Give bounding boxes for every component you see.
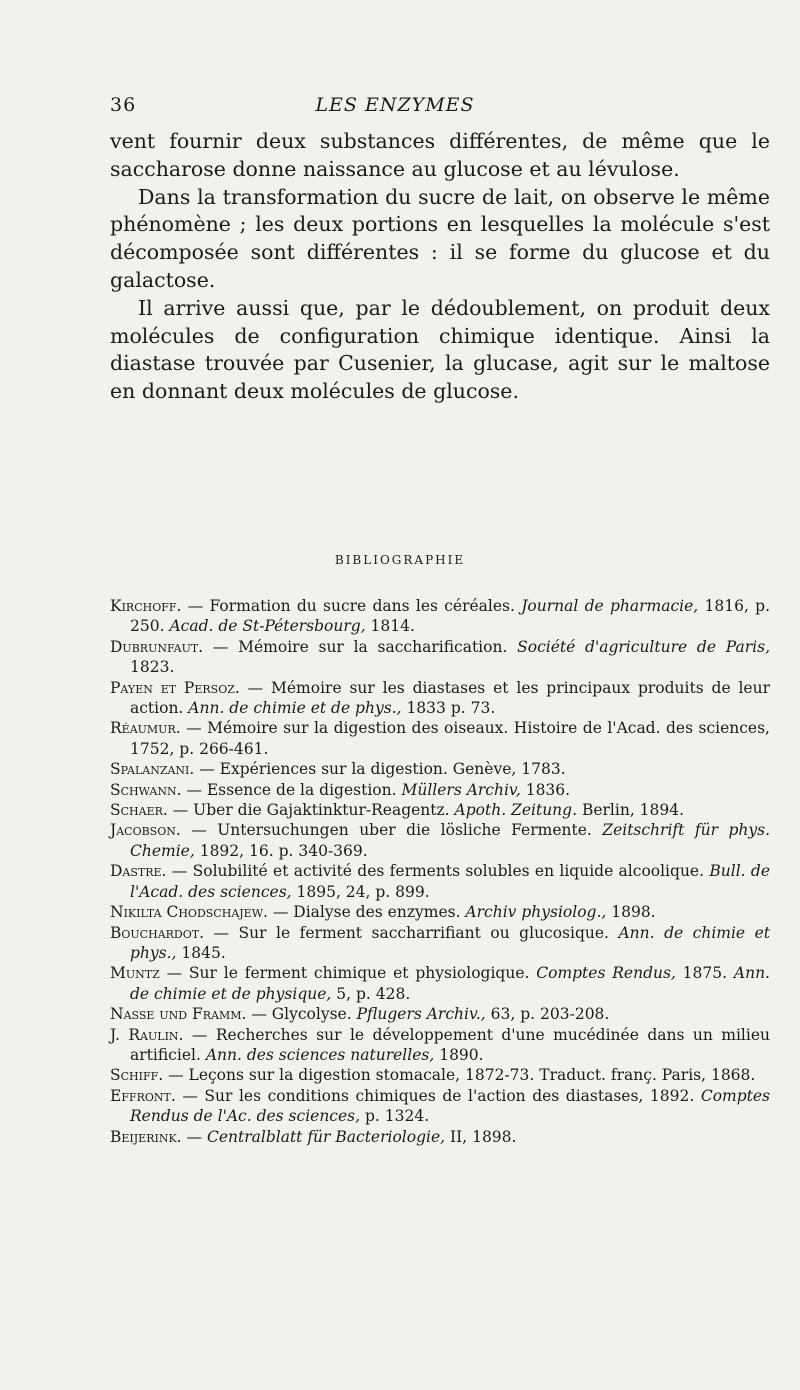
- entry-author: Schiff.: [110, 1066, 164, 1085]
- entry-details: 1875.: [675, 964, 734, 983]
- entry-source: Apoth. Zeitung.: [454, 801, 578, 820]
- entry-author: Nikilta Chodschajew.: [110, 903, 268, 922]
- entry-source: Bull. de l'Acad. des sciences,: [130, 862, 770, 901]
- entry-author: Spalanzani.: [110, 760, 195, 779]
- bibliography-entry: [110, 1065, 770, 1085]
- bibliography-entry: [110, 596, 770, 637]
- entry-text: — Mémoire sur la saccharification.: [203, 637, 518, 656]
- entry-author: Effront.: [110, 1086, 176, 1105]
- bibliography-entry: [110, 820, 770, 861]
- bibliography-entry: [110, 637, 770, 678]
- entry-source: Ann. de chimie et de physique,: [130, 964, 770, 1003]
- entry-author: Kirchoff.: [110, 597, 182, 615]
- entry-details: 1816, p. 250.: [130, 597, 770, 636]
- entry-text: — Sur les conditions chimiques de l'action des diastases, 1892.: [175, 1086, 701, 1105]
- entry-source: Comptes Rendus de l'Ac. des sciences,: [130, 1086, 770, 1126]
- entry-author: Réaumur.: [110, 719, 181, 738]
- entry-source: Müllers Archiv,: [401, 780, 521, 799]
- entry-text: — Formation du sucre dans les céréales.: [181, 597, 522, 615]
- paragraph: vent fournir deux substances différentes, de même que le saccharose donne naissance au glucose et au lévulose.: [110, 129, 770, 181]
- bibliography-entry: [110, 1025, 770, 1066]
- entry-details: 1833 p. 73.: [401, 699, 496, 718]
- entry-author: Bouchardot.: [110, 923, 205, 942]
- bibliography-entry: [110, 759, 770, 779]
- entry-text: — Dialyse des enzymes.: [267, 903, 466, 922]
- entry-details: 1814.: [365, 617, 415, 636]
- bibliography-entry: [110, 780, 770, 800]
- entry-text: — Sur le ferment saccharrifiant ou glucosique.: [204, 923, 619, 942]
- entry-source: Société d'agriculture de Paris,: [517, 637, 771, 656]
- body-text: [110, 128, 770, 406]
- entry-author: Dubrunfaut.: [110, 637, 204, 656]
- entry-source: Journal de pharmacie,: [521, 597, 699, 615]
- entry-text: — Leçons sur la digestion stomacale, 1872-73. Traduct. franç. Paris, 1868.: [163, 1066, 756, 1085]
- entry-author: Schwann.: [110, 780, 182, 799]
- entry-details: 1836.: [520, 780, 571, 799]
- entry-details: 1823.: [130, 658, 175, 677]
- bibliography-entry: [110, 1086, 770, 1127]
- entry-details: 63, p. 203-208.: [485, 1005, 610, 1024]
- entry-author: Muntz: [110, 964, 160, 983]
- running-title: LES ENZYMES: [315, 94, 475, 116]
- bibliography-entry: [110, 678, 770, 719]
- bibliography-entry: [110, 923, 770, 964]
- entry-author: Schaer.: [110, 801, 168, 820]
- entry-text: — Expériences sur la digestion. Genève, 1783.: [194, 760, 566, 779]
- entry-source: Pflugers Archiv.,: [356, 1005, 486, 1024]
- entry-text: — Uber die Gajaktinktur-Reagentz.: [167, 801, 455, 820]
- entry-details: II, 1898.: [445, 1127, 517, 1146]
- entry-text: — Mémoire sur la digestion des oiseaux. Histoire de l'Acad. des sciences, 1752, p. 266-461.: [130, 719, 770, 758]
- entry-details: Berlin, 1894.: [577, 801, 685, 820]
- bibliography-entry: [110, 963, 770, 1004]
- bibliography-entry: [110, 1127, 770, 1147]
- entry-details: 1892, 16. p. 340-369.: [194, 841, 368, 860]
- entry-author: Nasse und Framm.: [110, 1005, 247, 1024]
- entry-source: Ann. de chimie et phys.,: [130, 923, 771, 962]
- entry-author: Jacobson.: [110, 821, 181, 840]
- entry-details: 1895, 24, p. 899.: [291, 882, 430, 901]
- entry-text: —: [181, 1127, 207, 1146]
- entry-author: Payen et Persoz.: [110, 678, 240, 697]
- bibliography-entry: [110, 718, 770, 759]
- page-header: [110, 94, 680, 122]
- bibliography-entry: [110, 902, 770, 922]
- entry-text: — Mémoire sur les diastases et les principaux produits de leur action.: [130, 678, 770, 718]
- entry-text: — Sur le ferment chimique et physiologique.: [159, 964, 537, 983]
- paragraph: Il arrive aussi que, par le dédoublement, on produit deux molécules de configuration chimique identique. Ainsi la diastase trouvée par Cusenier, la glucase, agit sur le maltose en donnant deux molécules de glucose.: [110, 295, 770, 404]
- entry-text: — Recherches sur le développement d'une mucédinée dans un milieu artificiel.: [130, 1025, 770, 1064]
- bibliography-entry: [110, 861, 770, 902]
- bibliography-entry: [110, 1004, 770, 1024]
- page-number: 36: [110, 94, 137, 116]
- entry-source: Centralblatt für Bacteriologie,: [206, 1127, 446, 1146]
- bibliography-title: BIBLIOGRAPHIE: [334, 553, 466, 567]
- entry-author: J. Raulin.: [110, 1025, 184, 1044]
- entry-details: 5, p. 428.: [331, 984, 411, 1003]
- entry-source: Acad. de St-Pétersbourg,: [169, 617, 366, 636]
- entry-author: Dastre.: [110, 862, 167, 881]
- entry-text: — Essence de la digestion.: [181, 780, 402, 799]
- entry-source: Ann. des sciences naturelles,: [205, 1045, 435, 1064]
- entry-details: p. 1324.: [360, 1107, 430, 1126]
- entry-details: 1845.: [176, 943, 226, 962]
- entry-details: 1898.: [606, 903, 656, 922]
- entry-text: — Untersuchungen uber die lösliche Fermente.: [180, 821, 603, 840]
- entry-source: Zeitschrift für phys. Chemie,: [130, 821, 770, 860]
- entry-source: Ann. de chimie et de phys.,: [188, 699, 402, 718]
- entry-author: Beijerink.: [110, 1127, 182, 1146]
- entry-text: — Solubilité et activité des ferments solubles en liquide alcoolique.: [166, 862, 710, 881]
- entry-source: Comptes Rendus,: [536, 964, 676, 983]
- entry-text: — Glycolyse.: [246, 1005, 357, 1024]
- entry-details: 1890.: [434, 1045, 484, 1064]
- entry-source: Archiv physiolog.,: [465, 903, 607, 922]
- bibliography-list: [110, 596, 770, 1147]
- paragraph: Dans la transformation du sucre de lait, on observe le même phénomène ; les deux portions en lesquelles la molécule s'est décomposée sont différentes : il se forme du glucose et du galactose.: [110, 184, 770, 292]
- bibliography-entry: [110, 800, 770, 820]
